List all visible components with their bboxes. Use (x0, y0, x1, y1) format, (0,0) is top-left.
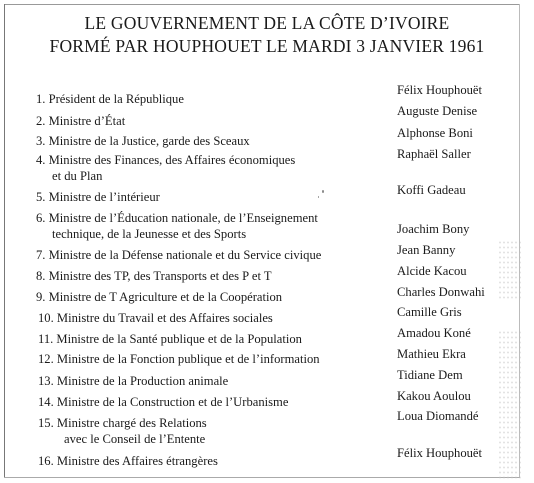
ministry-item-6-continued: technique, de la Jeunesse et des Sports (52, 227, 247, 241)
minister-name-4: Raphaël Saller (397, 147, 471, 161)
minister-name-3: Alphonse Boni (397, 126, 473, 140)
ministry-item-9: 9. Ministre de T Agriculture et de la Coopération (36, 290, 283, 304)
ministry-item-1: 1. Président de la République (36, 92, 184, 106)
scan-noise (498, 330, 522, 480)
minister-name-16: Félix Houphouët (397, 446, 483, 460)
ministry-item-13: 13. Ministre de la Production animale (38, 374, 229, 388)
minister-name-10: Camille Gris (397, 305, 462, 319)
frame-top-border (4, 4, 520, 5)
ministry-item-14: 14. Ministre de la Construction et de l’Urbanisme (38, 395, 289, 409)
ministry-item-7: 7. Ministre de la Défense nationale et du Service civique (36, 248, 322, 262)
ministry-item-12: 12. Ministre de la Fonction publique et de l’information (38, 352, 320, 366)
minister-name-15: Loua Diomandé (397, 409, 479, 423)
ministry-item-16: 16. Ministre des Affaires étrangères (38, 454, 218, 468)
minister-name-12: Mathieu Ekra (397, 347, 466, 361)
minister-name-5: Koffi Gadeau (397, 183, 466, 197)
document-title-line-1: LE GOUVERNEMENT DE LA CÔTE D’IVOIRE (84, 13, 450, 33)
minister-name-1: Félix Houphouët (397, 83, 483, 97)
ministry-item-5: 5. Ministre de l’intérieur (36, 190, 160, 204)
minister-name-11: Amadou Koné (397, 326, 471, 340)
ministry-item-15: 15. Ministre chargé des Relations (38, 416, 207, 430)
ministry-item-2: 2. Ministre d’État (36, 114, 126, 128)
ministry-item-6: 6. Ministre de l’Éducation nationale, de l’Enseignement (36, 211, 318, 225)
minister-name-2: Auguste Denise (397, 104, 478, 118)
ministry-item-3: 3. Ministre de la Justice, garde des Sceaux (36, 134, 250, 148)
minister-name-8: Alcide Kacou (397, 264, 467, 278)
minister-name-7: Jean Banny (397, 243, 456, 257)
ministry-item-4: 4. Ministre des Finances, des Affaires économiques (36, 153, 296, 167)
minister-name-9: Charles Donwahi (397, 285, 485, 299)
scan-speck (318, 196, 319, 198)
scan-noise (498, 240, 522, 300)
ministry-item-10: 10. Ministre du Travail et des Affaires sociales (38, 311, 273, 325)
document-title-line-2: FORMÉ PAR HOUPHOUET LE MARDI 3 JANVIER 1961 (49, 36, 485, 56)
ministry-item-11: 11. Ministre de la Santé publique et de la Population (38, 332, 302, 346)
ministry-item-15-continued: avec le Conseil de l’Entente (64, 432, 206, 446)
minister-name-6: Joachim Bony (397, 222, 470, 236)
minister-name-13: Tidiane Dem (397, 368, 463, 382)
ministry-item-8: 8. Ministre des TP, des Transports et des P et T (36, 269, 272, 283)
scan-speck (322, 190, 324, 193)
frame-left-border (4, 4, 5, 478)
frame-bottom-border (4, 477, 520, 478)
minister-name-14: Kakou Aoulou (397, 389, 471, 403)
ministry-item-4-continued: et du Plan (52, 169, 103, 183)
